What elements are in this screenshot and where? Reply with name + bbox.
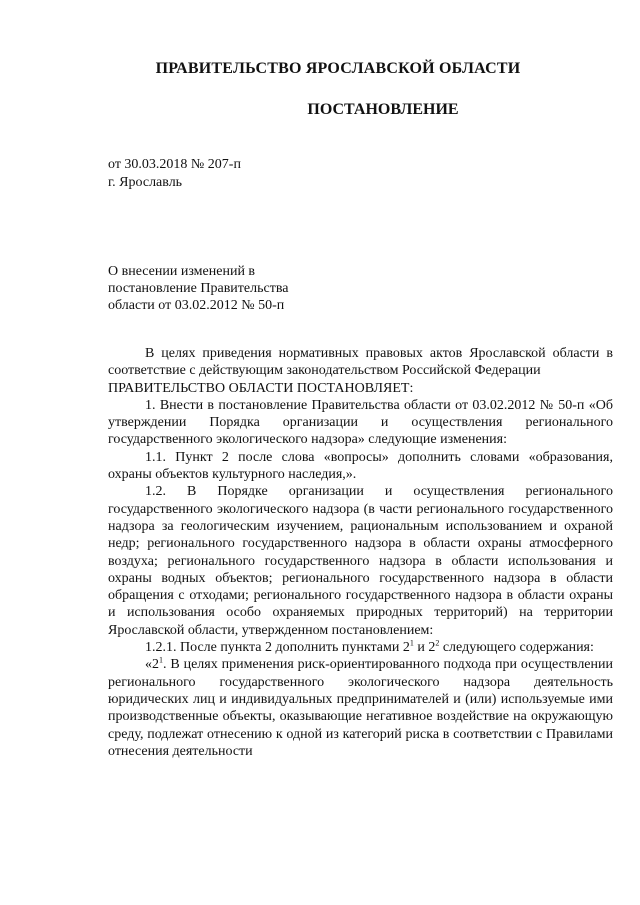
date-number: от 30.03.2018 № 207-п (108, 157, 241, 172)
document-subject (108, 263, 288, 314)
document-meta (108, 156, 241, 192)
superscript-2: 2 (435, 638, 440, 648)
paragraph-resolves: ПРАВИТЕЛЬСТВО ОБЛАСТИ ПОСТАНОВЛЯЕТ: (108, 380, 414, 396)
paragraph-item-1-1: 1.1. Пункт 2 после слова «вопросы» дополнить словами «образования, охраны объектов культурного наследия,». (108, 449, 613, 483)
subject-line-2: постановление Правительства (108, 281, 289, 296)
paragraph-point-2-1 (108, 656, 613, 760)
city: г. Ярославль (108, 175, 183, 190)
paragraph-item-1: 1. Внести в постановление Правительства области от 03.02.2012 № 50-п «Об утверждении Порядка организации и осуществления регионального государственного экологического надзора» следующие изменения: (108, 397, 613, 448)
paragraph-item-1-2-1 (108, 639, 613, 656)
subject-line-3: области от 03.02.2012 № 50-п (108, 298, 285, 313)
paragraph-item-1-2: 1.2. В Порядке организации и осуществления регионального государственного экологического надзора (в части регионального государственного надзора за геологическим изучением, рациональным использованием и охраной недр; регионального государственного надзора в области охраны атмосферного воздуха; регионального государственного надзора в области использования и охраны водных объектов; регионального государственного надзора в области обращения с отходами; регионального государственного надзора в области охраны и использования особо охраняемых природных территорий) на территории Ярославской области, утвержденном постановлением: (108, 484, 613, 638)
paragraph-preamble: В целях приведения нормативных правовых актов Ярославской области в соответствие с действующим законодательством Российской Федерации (108, 346, 613, 379)
item-1-2-1-text-b: и 2 (413, 640, 436, 656)
document-type-title: ПОСТАНОВЛЕНИЕ (307, 101, 459, 118)
superscript-1: 1 (409, 638, 414, 648)
subject-line-1: О внесении изменений в (108, 264, 256, 279)
government-title: ПРАВИТЕЛЬСТВО ЯРОСЛАВСКОЙ ОБЛАСТИ (155, 60, 521, 77)
point-2-1-text-a: «2 (145, 657, 159, 673)
item-1-2-1-text-c: следующего содержания: (439, 640, 594, 656)
superscript-point: 1 (159, 655, 163, 665)
point-2-1-text-b: . В целях применения риск-ориентированного подхода при осуществлении регионального государственного экологического надзора деятельность юридических лиц и индивидуальных предпринимателей и (или) используемые ими производственные объекты, оказывающие негативное воздействие на окружающую среду, подлежат отнесению к одной из категорий риска в соответствии с Правилами отнесения деятельности (108, 657, 613, 759)
item-1-2-1-text-a: 1.2.1. После пункта 2 дополнить пунктами 2 (145, 640, 410, 656)
document-body (108, 345, 613, 760)
